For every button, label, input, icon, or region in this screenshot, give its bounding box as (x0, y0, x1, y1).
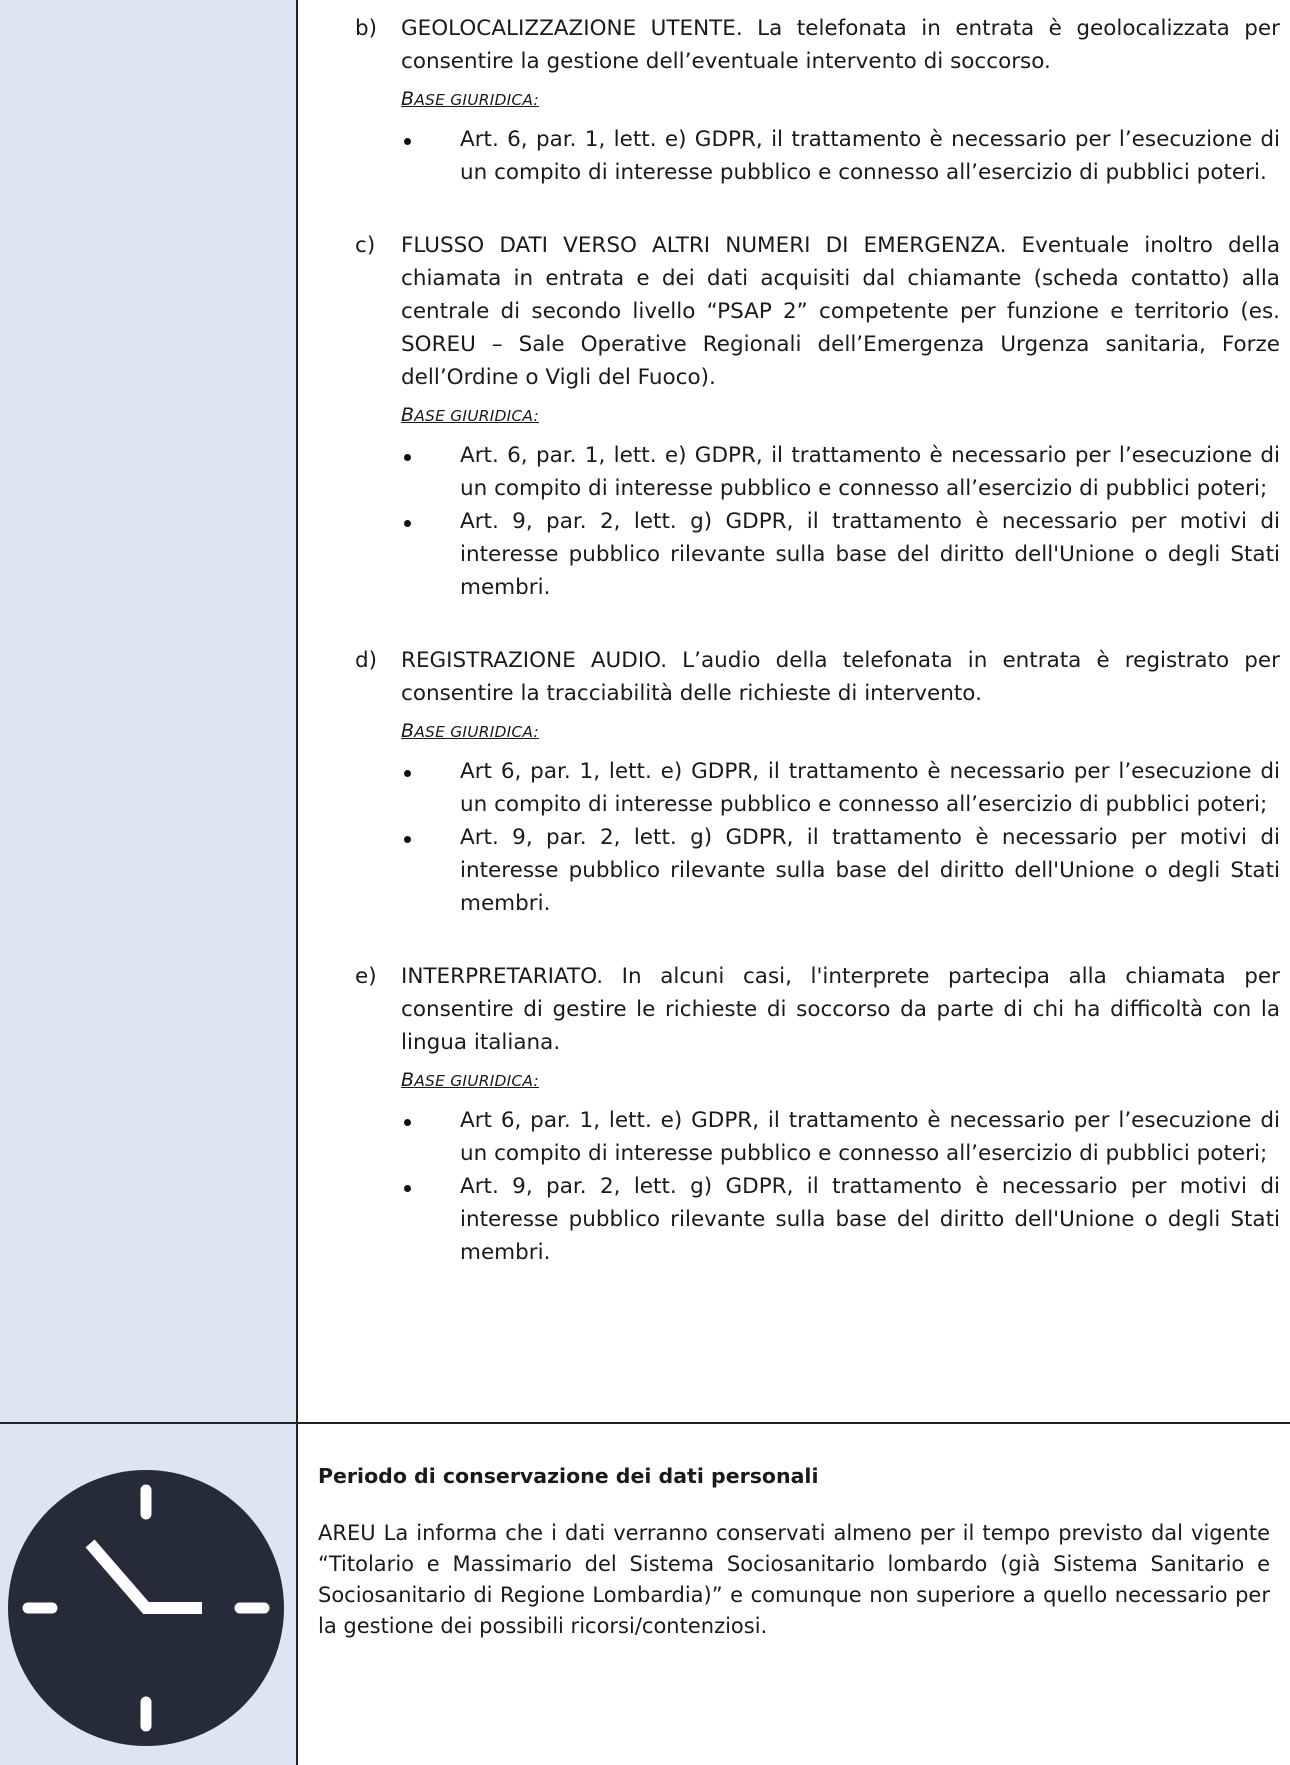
purpose-item-d (355, 644, 1280, 920)
legal-basis-label-initial: B (401, 88, 415, 110)
list-item (460, 755, 1280, 821)
list-item-text: Art. 9, par. 2, lett. g) GDPR, il trattamento è necessario per motivi di interesse pubblico rilevante sulla base del diritto dell'Unione o degli Stati membri. (460, 509, 1280, 600)
legal-basis-label (401, 88, 1280, 111)
list-item-text: Art 6, par. 1, lett. e) GDPR, il trattamento è necessario per l’esecuzione di un compito di interesse pubblico e connesso all’esercizio di pubblici poteri; (460, 759, 1280, 817)
list-item (460, 123, 1280, 189)
list-item (460, 1170, 1280, 1269)
row-divider (0, 1422, 1290, 1424)
legal-basis-label (401, 720, 1280, 743)
retention-heading: Periodo di conservazione dei dati personali (318, 1464, 819, 1488)
clock-icon (6, 1448, 286, 1765)
bullet-icon (404, 836, 411, 843)
legal-basis-list (355, 439, 1280, 604)
item-letter: b) (355, 16, 378, 41)
bullet-icon (404, 138, 411, 145)
bullet-icon (404, 1119, 411, 1126)
retention-body: AREU La informa che i dati verranno conservati almeno per il tempo previsto dal vigente “Titolario e Massimario del Sistema Sociosanitario lombardo (già Sistema Sanitario e Sociosanitario di Regione Lombardia)” e comunque non superiore a quello necessario per la gestione dei possibili ricorsi/contenziosi. (318, 1521, 1270, 1638)
purpose-item-c (355, 229, 1280, 604)
item-text: REGISTRAZIONE AUDIO. L’audio della telefonata in entrata è registrato per consentire la tracciabilità delle richieste di intervento. (401, 648, 1280, 706)
list-item-text: Art. 9, par. 2, lett. g) GDPR, il trattamento è necessario per motivi di interesse pubblico rilevante sulla base del diritto dell'Unione o degli Stati membri. (460, 1174, 1280, 1265)
item-text: FLUSSO DATI VERSO ALTRI NUMERI DI EMERGENZA. Eventuale inoltro della chiamata in entrata e dei dati acquisiti dal chiamante (scheda contatto) alla centrale di secondo livello “PSAP 2” competente per funzione e territorio (es. SOREU – Sale Operative Regionali dell’Emergenza Urgenza sanitaria, Forze dell’Ordine o Vigli del Fuoco). (401, 233, 1280, 390)
list-item-text: Art. 6, par. 1, lett. e) GDPR, il trattamento è necessario per l’esecuzione di un compito di interesse pubblico e connesso all’esercizio di pubblici poteri. (460, 127, 1280, 185)
legal-basis-label-initial: B (401, 720, 415, 742)
list-item (460, 439, 1280, 505)
legal-basis-list (355, 123, 1280, 189)
bullet-icon (404, 454, 411, 461)
legal-basis-label-initial: B (401, 404, 415, 426)
list-item-text: Art 6, par. 1, lett. e) GDPR, il trattamento è necessario per l’esecuzione di un compito di interesse pubblico e connesso all’esercizio di pubblici poteri; (460, 1108, 1280, 1166)
list-item-text: Art. 9, par. 2, lett. g) GDPR, il trattamento è necessario per motivi di interesse pubblico rilevante sulla base del diritto dell'Unione o degli Stati membri. (460, 825, 1280, 916)
bullet-icon (404, 1185, 411, 1192)
bullet-icon (404, 520, 411, 527)
legal-basis-label-rest: ASE GIURIDICA: (414, 723, 539, 741)
list-item (460, 1104, 1280, 1170)
item-letter: c) (355, 233, 376, 258)
legal-basis-label (401, 404, 1280, 427)
legal-basis-label-initial: B (401, 1069, 415, 1091)
list-item (460, 821, 1280, 920)
purpose-item-e (355, 960, 1280, 1269)
list-item-text: Art. 6, par. 1, lett. e) GDPR, il trattamento è necessario per l’esecuzione di un compito di interesse pubblico e connesso all’esercizio di pubblici poteri; (460, 443, 1280, 501)
item-letter: d) (355, 648, 378, 673)
item-text: GEOLOCALIZZAZIONE UTENTE. La telefonata in entrata è geolocalizzata per consentire la gestione dell’eventuale intervento di soccorso. (401, 16, 1280, 74)
legal-basis-label-rest: ASE GIURIDICA: (414, 407, 539, 425)
legal-basis-list (355, 1104, 1280, 1269)
bullet-icon (404, 770, 411, 777)
list-item (460, 505, 1280, 604)
legal-basis-label (401, 1069, 1280, 1092)
processing-purposes (355, 12, 1280, 1269)
retention-section (318, 1462, 1270, 1642)
item-text: INTERPRETARIATO. In alcuni casi, l'interprete partecipa alla chiamata per consentire di gestire le richieste di soccorso da parte di chi ha difficoltà con la lingua italiana. (401, 964, 1280, 1055)
legal-basis-label-rest: ASE GIURIDICA: (414, 91, 539, 109)
legal-basis-label-rest: ASE GIURIDICA: (414, 1072, 539, 1090)
legal-basis-list (355, 755, 1280, 920)
item-letter: e) (355, 964, 377, 989)
column-divider (296, 0, 298, 1765)
purpose-item-b (355, 12, 1280, 189)
